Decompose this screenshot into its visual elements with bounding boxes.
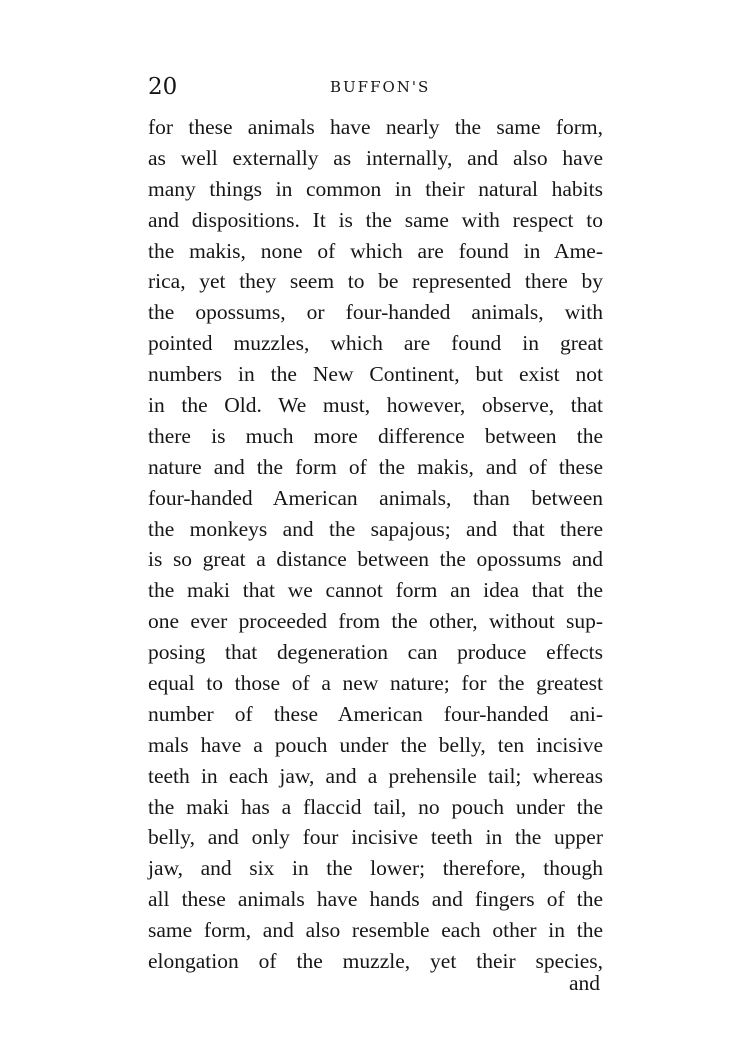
text-line: many things in common in their natural habits xyxy=(148,176,603,201)
text-line: same form, and also resemble each other in the xyxy=(148,918,603,943)
text-line: the opossums, or four-handed animals, with xyxy=(148,300,603,325)
text-line: the maki that we cannot form an idea that the xyxy=(148,578,603,603)
running-title: BUFFON'S xyxy=(330,78,431,96)
text-line: belly, and only four incisive teeth in the upper xyxy=(148,825,603,850)
text-line: pointed muzzles, which are found in great xyxy=(148,331,603,356)
text-line: and dispositions. It is the same with respect to xyxy=(148,207,603,232)
text-line: teeth in each jaw, and a prehensile tail; whereas xyxy=(148,763,603,788)
text-line: in the Old. We must, however, observe, that xyxy=(148,393,603,418)
text-line: elongation of the muzzle, yet their species, xyxy=(148,949,603,974)
text-line: rica, yet they seem to be represented there by xyxy=(148,269,603,294)
catchword: and xyxy=(568,971,600,995)
text-line: all these animals have hands and fingers of the xyxy=(148,887,603,912)
text-line: number of these American four-handed ani- xyxy=(148,701,603,726)
text-line: equal to those of a new nature; for the greatest xyxy=(148,671,603,696)
body-text xyxy=(148,112,603,977)
text-line: numbers in the New Continent, but exist not xyxy=(148,362,603,387)
text-line: four-handed American animals, than between xyxy=(148,485,603,510)
text-line: one ever proceeded from the other, without sup- xyxy=(148,609,603,634)
text-line: there is much more difference between the xyxy=(148,423,603,448)
running-head xyxy=(148,72,603,102)
page-number: 20 xyxy=(148,74,178,100)
text-line: the makis, none of which are found in Ame- xyxy=(148,238,603,263)
text-line: mals have a pouch under the belly, ten incisive xyxy=(148,732,603,757)
text-line: the monkeys and the sapajous; and that there xyxy=(148,516,603,541)
text-line: posing that degeneration can produce effects xyxy=(148,640,603,665)
text-line: jaw, and six in the lower; therefore, though xyxy=(148,856,603,881)
text-line: nature and the form of the makis, and of these xyxy=(148,454,603,479)
text-line: the maki has a flaccid tail, no pouch under the xyxy=(148,794,603,819)
text-line: for these animals have nearly the same form, xyxy=(148,115,603,139)
text-line: as well externally as internally, and also have xyxy=(148,145,603,170)
text-line: is so great a distance between the opossums and xyxy=(148,547,603,572)
